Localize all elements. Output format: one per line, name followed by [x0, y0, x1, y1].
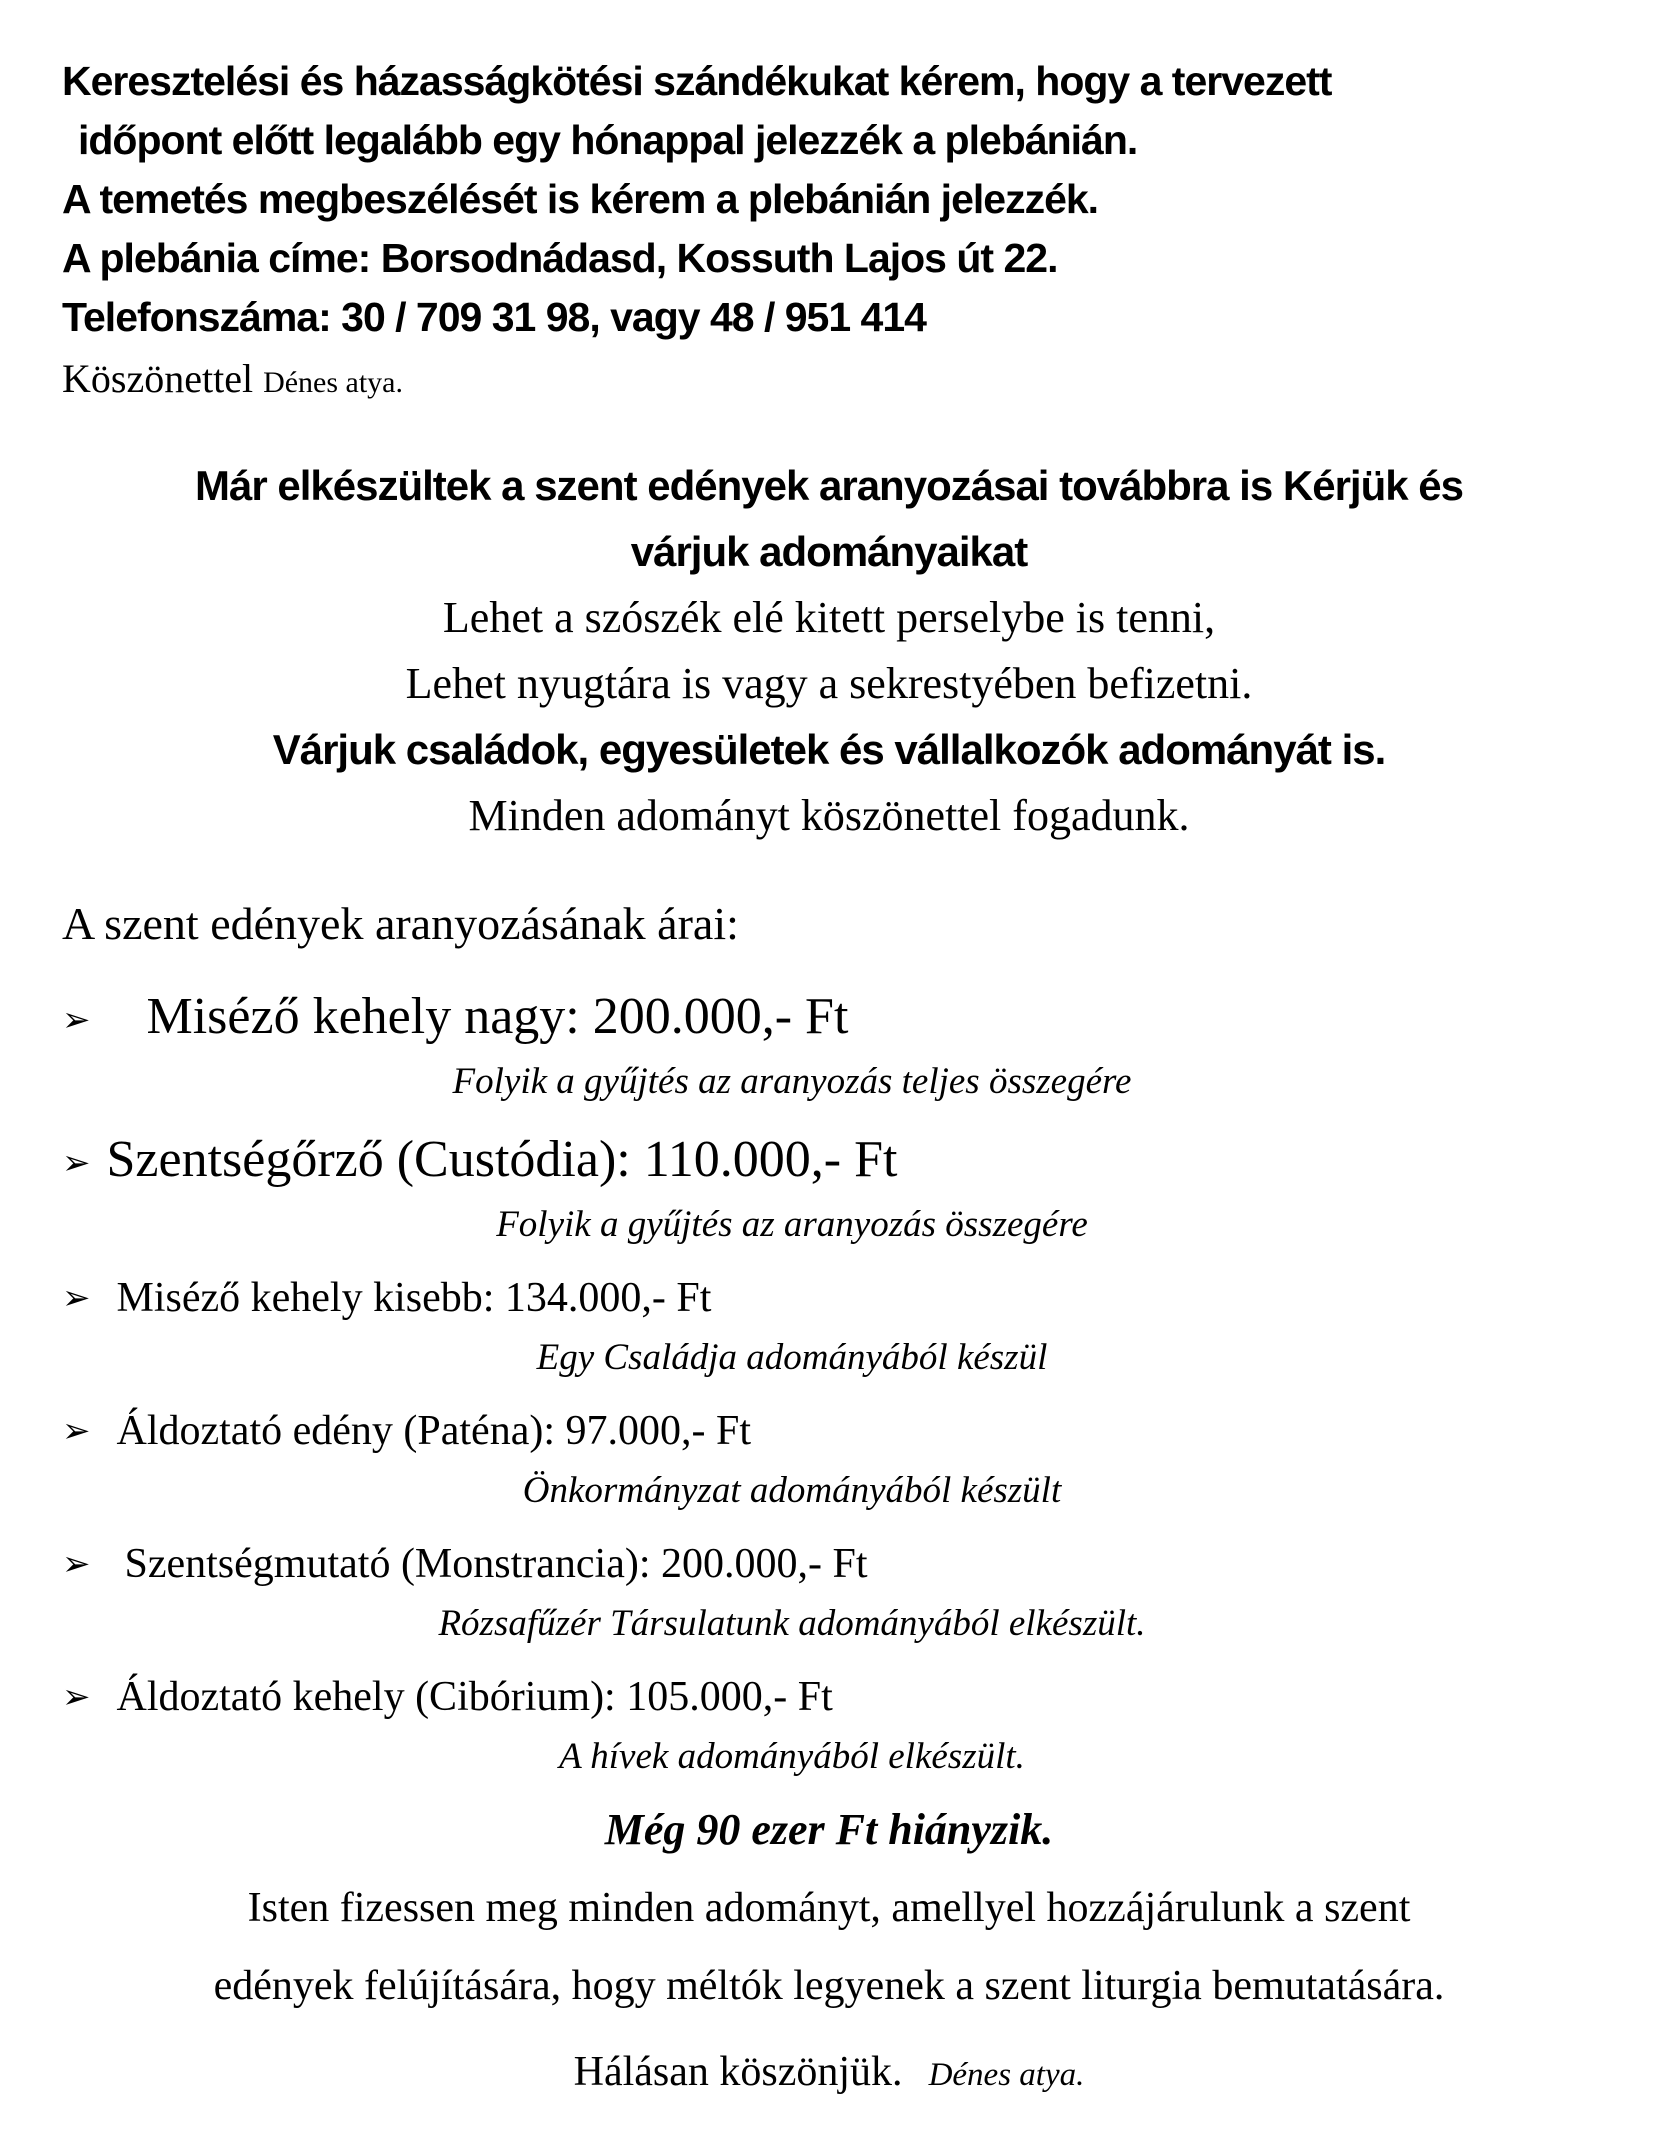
price-item	[62, 1406, 1596, 1513]
donation-line-4: Minden adományt köszönettel fogadunk.	[468, 791, 1190, 840]
donation-line-1: Lehet a szószék elé kitett perselybe is tenni,	[442, 593, 1216, 642]
missing-amount-line: Még 90 ezer Ft hiányzik.	[604, 1805, 1054, 1854]
price-note: Rózsafűzér Társulatunk adományából elkészült.	[438, 1603, 1146, 1644]
price-title: Áldoztató edény (Paténa): 97.000,- Ft	[116, 1408, 752, 1454]
signoff-name: Dénes atya.	[263, 366, 403, 399]
closing-label: Hálásan köszönjük.	[573, 2049, 903, 2095]
donation-line-3: Várjuk családok, egyesületek és vállalkozók adományát is.	[272, 726, 1386, 773]
signoff-line	[62, 355, 1596, 407]
price-title: Áldoztató kehely (Cibórium): 105.000,- Ft	[116, 1674, 833, 1720]
intro-line-3: A temetés megbeszélését is kérem a plebánián jelezzék.	[62, 176, 1099, 222]
price-note: A hívek adományából elkészült.	[559, 1736, 1025, 1777]
price-title: Miséző kehely kisebb: 134.000,- Ft	[116, 1275, 712, 1321]
donation-heading-line-2: várjuk adományaikat	[630, 528, 1028, 575]
price-note: Folyik a gyűjtés az aranyozás összegére	[496, 1204, 1088, 1245]
donation-heading-line-1: Már elkészültek a szent edények aranyozásai továbbra is Kérjük és	[195, 462, 1463, 509]
intro-line-2: időpont előtt legalább egy hónappal jelezzék a plebánián.	[78, 117, 1138, 163]
price-item	[62, 987, 1596, 1104]
closing-name: Dénes atya.	[928, 2057, 1085, 2093]
price-title-row	[62, 1273, 1596, 1323]
price-title-row	[62, 1130, 1596, 1190]
price-item	[62, 1539, 1596, 1646]
closing-line	[62, 2047, 1596, 2100]
arrow-bullet-icon: ➢	[62, 1677, 91, 1717]
price-item	[62, 1130, 1596, 1247]
price-title-row	[62, 1406, 1596, 1456]
price-note: Önkormányzat adományából készült	[522, 1470, 1062, 1511]
arrow-bullet-icon: ➢	[62, 1000, 91, 1040]
prices-heading: A szent edények aranyozásának árai:	[62, 898, 739, 949]
price-title-row	[62, 1672, 1596, 1722]
contact-info-section	[62, 52, 1596, 407]
intro-line-4: A plebánia címe: Borsodnádasd, Kossuth Lajos út 22.	[62, 235, 1058, 281]
thanks-line-1: Isten fizessen meg minden adományt, amellyel hozzájárulunk a szent	[247, 1885, 1411, 1931]
donation-line-2: Lehet nyugtára is vagy a sekrestyében befizetni.	[405, 659, 1253, 708]
price-title: Szentségmutató (Monstrancia): 200.000,- Ft	[124, 1541, 868, 1587]
price-title: Szentségőrző (Custódia): 110.000,- Ft	[106, 1131, 898, 1188]
thanks-line-2: edények felújítására, hogy méltók legyenek a szent liturgia bemutatására.	[213, 1963, 1445, 2009]
price-item	[62, 1273, 1596, 1380]
price-list	[62, 987, 1596, 1779]
arrow-bullet-icon: ➢	[62, 1544, 91, 1584]
arrow-bullet-icon: ➢	[62, 1143, 91, 1183]
arrow-bullet-icon: ➢	[62, 1411, 91, 1451]
price-note: Egy Családja adományából készül	[536, 1337, 1048, 1378]
price-title-row	[62, 1539, 1596, 1589]
price-title-row	[62, 987, 1596, 1047]
price-title: Miséző kehely nagy: 200.000,- Ft	[146, 988, 849, 1045]
signoff-label: Köszönettel	[62, 356, 254, 401]
donation-appeal-section	[62, 453, 1596, 849]
price-item	[62, 1672, 1596, 1779]
intro-line-5: Telefonszáma: 30 / 709 31 98, vagy 48 / 951 414	[62, 294, 926, 340]
intro-line-1: Keresztelési és házasságkötési szándékukat kérem, hogy a tervezett	[62, 58, 1332, 104]
price-note: Folyik a gyűjtés az aranyozás teljes összegére	[452, 1061, 1132, 1102]
arrow-bullet-icon: ➢	[62, 1278, 91, 1318]
